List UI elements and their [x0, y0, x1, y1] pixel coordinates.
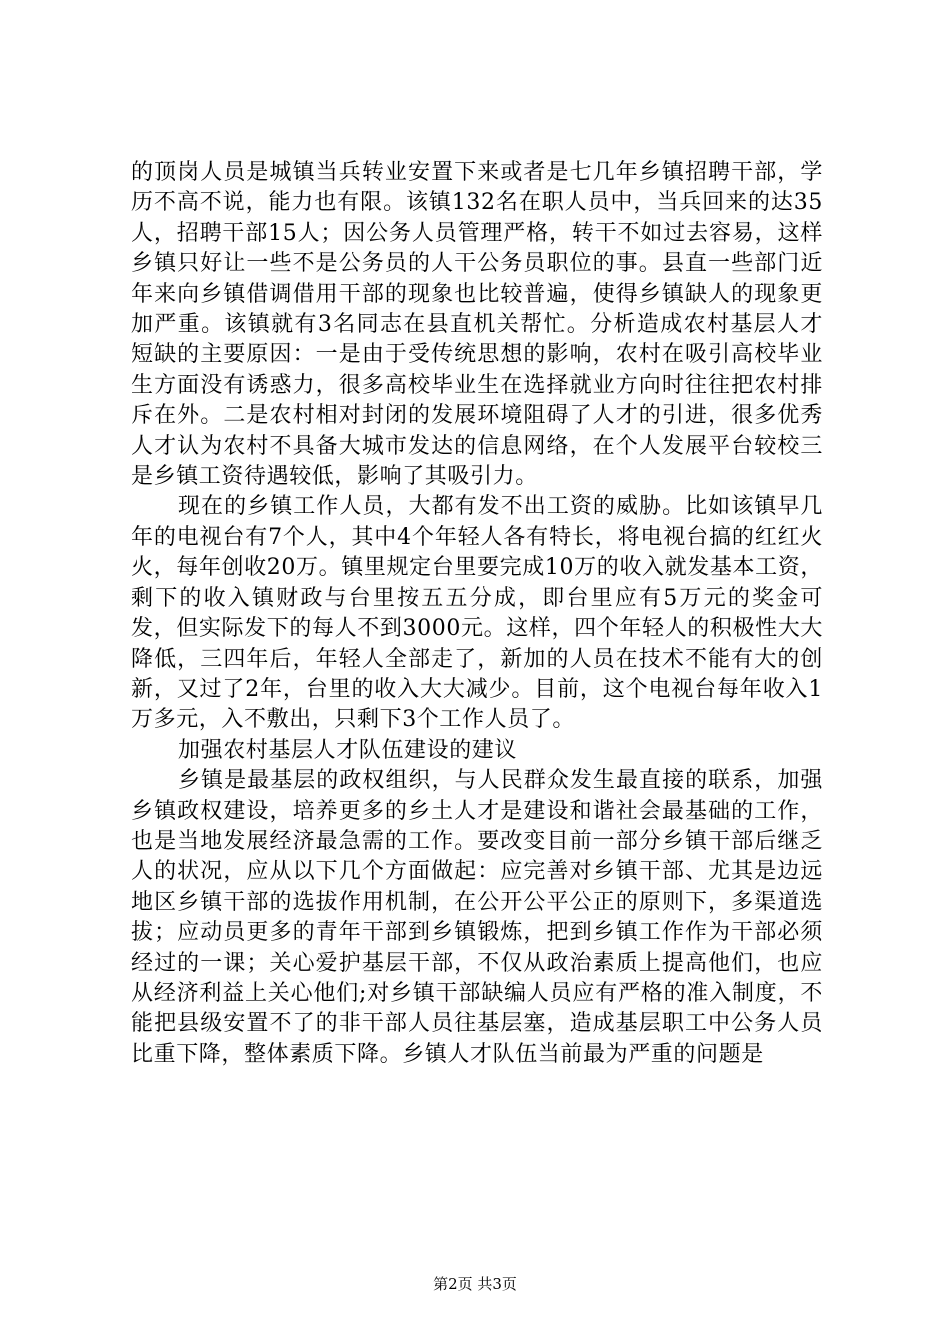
section-heading: 加强农村基层人才队伍建设的建议 — [178, 737, 518, 763]
document-body — [131, 158, 823, 1070]
paragraph-3: 乡镇是最基层的政权组织，与人民群众发生最直接的联系，加强乡镇政权建设，培养更多的乡土人才是建设和谐社会最基础的工作，也是当地发展经济最急需的工作。要改变目前一部分乡镇干部后继乏人的状况，应从以下几个方面做起：应完善对乡镇干部、尤其是边远地区乡镇干部的选拔作用机制，在公开公平公正的原则下，多渠道选拔；应动员更多的青年干部到乡镇锻炼，把到乡镇工作作为干部必须经过的一课；关心爱护基层干部，不仅从政治素质上提高他们，也应从经济利益上关心他们;对乡镇干部缺编人员应有严格的准入制度，不能把县级安置不了的非干部人员往基层塞，造成基层职工中公务人员比重下降，整体素质下降。乡镇人才队伍当前最为严重的问题是 — [131, 768, 823, 1067]
page-number-footer: 第2页 共3页 — [433, 1275, 517, 1293]
paragraph-1: 的顶岗人员是城镇当兵转业安置下来或者是七几年乡镇招聘干部，学历不高不说，能力也有限。该镇132名在职人员中，当兵回来的达35人，招聘干部15人；因公务人员管理严格，转干不如过去容易，这样乡镇只好让一些不是公务员的人干公务员职位的事。县直一些部门近年来向乡镇借调借用干部的现象也比较普遍，使得乡镇缺人的现象更加严重。该镇就有3名同志在县直机关帮忙。分析造成农村基层人才短缺的主要原因：一是由于受传统思想的影响，农村在吸引高校毕业生方面没有诱惑力，很多高校毕业生在选择就业方向时往往把农村排斥在外。二是农村相对封闭的发展环境阻碍了人才的引进，很多优秀人才认为农村不具备大城市发达的信息网络，在个人发展平台较校三是乡镇工资待遇较低，影响了其吸引力。 — [131, 160, 823, 490]
paragraph-2: 现在的乡镇工作人员，大都有发不出工资的威胁。比如该镇早几年的电视台有7个人，其中4个年轻人各有特长，将电视台搞的红红火火，每年创收20万。镇里规定台里要完成10万的收入就发基本工资，剩下的收入镇财政与台里按五五分成，即台里应有5万元的奖金可发，但实际发下的每人不到3000元。这样，四个年轻人的积极性大大降低，三四年后，年轻人全部走了，新加的人员在技术不能有大的创新，又过了2年，台里的收入大大减少。目前，这个电视台每年收入1万多元，入不敷出，只剩下3个工作人员了。 — [131, 494, 823, 733]
